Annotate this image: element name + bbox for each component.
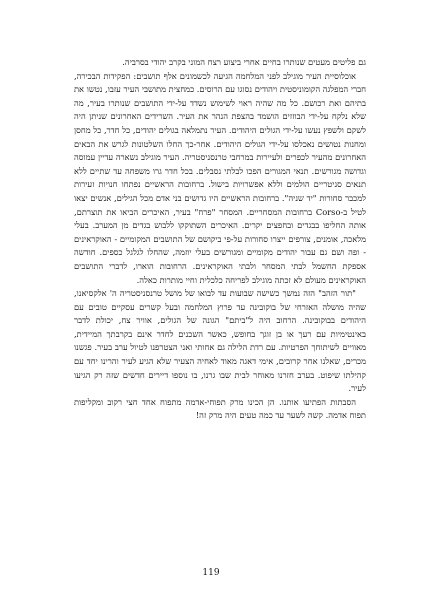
page-number: 119 [202,568,220,578]
paragraph-1: גם פליטים מעטים שנותרו בחיים אחרי ביצוע רצח המוני בקרב יהודי בסרביה. [122,57,366,67]
document-page [74,56,366,423]
paragraph-3: "תור הזהב" הזה נמשך כשישה שבועות עד לבואו של מושל טרנסניסטריה ה' אלקסיאנו, שהיה מושלה האזרחי של בוקובינה עד פרוץ המלחמה ובעל קשרים עסקיים טובים עם היהודים בבוקובינה. הרחוב היה ל"ביתם" הגונה של הגולים, אוויר צח, יכולת לדבר באינטימיות עם רעך או בן זוגך בחופש, כאשר השכנים לחדר אינם בקרבתך המיידית, מאוויים לשיתוחך הפרטיות. עם רדת הלילה גם אחותי ואני הצטרפנו לטיול ערב בעיר. פגשנו מכרים, שאלנו אחר קרובים, אימי דאגה מאוד לאחיה הצעיר שלא הגיע לעיר והרינו יחד עם קהילתו שיפוט. בערב חזרנו מאוחר לבית שבו גרנו, בו נוספו דיירים חדשים שזה רק הגיעו לעיר. [74,288,366,394]
paragraph-4: הסבתות הפתיעו אותנו. הן הכינו מרק תפוחי-אדמה מתפוח אחד חצי רקוב ומקליפות תפוח אדמה. קשה לשער עד כמה טעים היה מרק זה! [74,396,366,421]
paragraph-2: אוכלוסיית העיר מוגילב לפני המלחמה הגיעה לכשמונים אלף תושבים: הפקידות הבכירה, חברי המפלגה הקומוניסטית ויהודים נסוגו עם הרוסים. כמחצית מתושבי העיר עזבו, נטשו את בתיהם ואת רכושם. כל מה שהיה ראוי לשימוש נשדד על-ידי התושבים שנותרו בעיר, מה שלא נלקח על-ידי הבוזזים הושמד בהצפת הנהר את העיר. השרידים האחרונים שניתן היה לשקם ולשפץ נעשו על-ידי הגולים היהודים. העיר נתמלאה בגולים יהודים, כל חדר, כל מחסן ומחנות נטושים נאכלסו על-ידי הגולים היהודים. אחר-כך החלו השלטונות לגרש את הבאים האחרונים מהעיר לכפרים ולעיירות במרחבי טרנסניסטריה. העיר מוגילב נשארה עדיין עמוסה וגדושה מגורשים. תנאי המגורים הפכו לבלתי נסבלים. בכל חדר גרו משפחה עד שתיים ללא תנאים סניטריים הולמים וללא אפשרויות בישול. ברחובות הראשיים נפתחו חנויות זעירות למכבר סחורות "יד שניה". ברחובות הראשיים היו גדושים בני אדם מכל הגילים, אנשים יצאו לטיל ב-Corso ברחובות המסחריים. המסחר "פרח" בעיר, האיכרים הביאו את תוצרתם, אותה החליפו בבגדים ובחפצים יקרים. האיכרים השתוקקו ללבוש בגדים מן המערב. בעלי מלאכה, אומנים, צורפים ייצרו סחורות על-פי ביקושם של התושבים המקומיים - האוקראינים - ופה ושם גם עבור יהודים מקומיים ומגורשים בעלי יוזמה, שהחלו לגלגל כספים. חודשה אספקת החשמל לבתי המסחר ולבתי האוקראינים. הרחובות הוארו, לדברי התושבים האוקראינים מעולם לא זכתה מוגילב לפריחה כלכלית וחיי מותרות כאלה. [74,70,366,285]
